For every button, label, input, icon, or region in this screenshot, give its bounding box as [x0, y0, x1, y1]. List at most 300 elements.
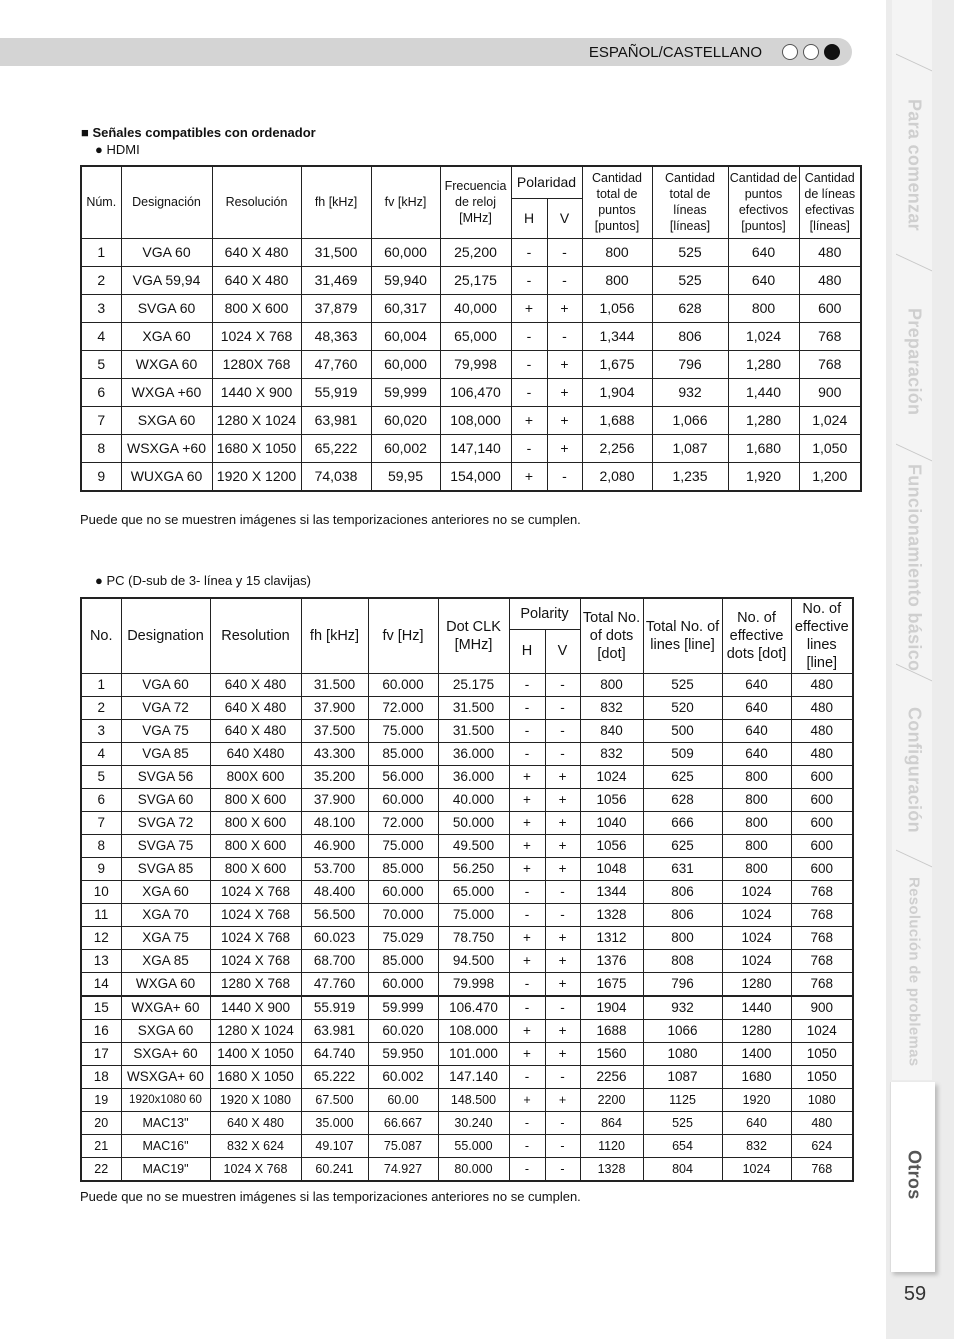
table-cell: - — [545, 1157, 580, 1181]
circle-empty-icon — [803, 44, 819, 60]
table-cell: 1 — [81, 238, 121, 266]
table-cell: 800 X 600 — [210, 811, 301, 834]
table-cell: 67.500 — [301, 1088, 368, 1111]
table-cell: 600 — [791, 834, 853, 857]
col-header-polarity: Polaridad — [511, 166, 582, 198]
table-cell: 1280 — [722, 972, 791, 996]
table-cell: 768 — [799, 350, 861, 378]
table-cell: 17 — [81, 1042, 121, 1065]
table-cell: 1040 — [580, 811, 643, 834]
table-cell: 79.998 — [438, 972, 509, 996]
table-cell: SVGA 56 — [121, 765, 210, 788]
table-cell: 800 — [722, 788, 791, 811]
table-cell: 625 — [643, 834, 722, 857]
table-cell: 768 — [791, 903, 853, 926]
sidebar-tab-funcionamiento-basico[interactable]: Funcionamiento básico — [904, 463, 925, 672]
table-cell: 49.107 — [301, 1134, 368, 1157]
table-cell: - — [509, 1157, 545, 1181]
table-row — [81, 696, 853, 719]
table-cell: 1688 — [580, 1019, 643, 1042]
table-cell: 1440 — [722, 996, 791, 1020]
table-cell: 1,024 — [728, 322, 799, 350]
table-row — [81, 1111, 853, 1134]
table-cell: 932 — [643, 996, 722, 1020]
table-cell: SXGA 60 — [121, 1019, 210, 1042]
table-cell: 65.222 — [301, 1065, 368, 1088]
table-cell: 800 — [580, 673, 643, 696]
table-cell: 624 — [791, 1134, 853, 1157]
table-cell: 5 — [81, 765, 121, 788]
table-cell: 1400 X 1050 — [210, 1042, 301, 1065]
circle-empty-icon — [782, 44, 798, 60]
table-cell: - — [545, 1065, 580, 1088]
table-cell: + — [547, 350, 582, 378]
table-cell: - — [545, 1111, 580, 1134]
table-cell: + — [545, 949, 580, 972]
table-cell: 66.667 — [368, 1111, 438, 1134]
table-cell: 65.000 — [438, 880, 509, 903]
table-cell: - — [545, 673, 580, 696]
language-label: ESPAÑOL/CASTELLANO — [588, 44, 762, 61]
table-cell: 47,760 — [301, 350, 371, 378]
table-cell: 1080 — [791, 1088, 853, 1111]
table-cell: 1,235 — [652, 462, 728, 491]
table-cell: + — [511, 406, 547, 434]
table-cell: 85.000 — [368, 949, 438, 972]
table-cell: 8 — [81, 834, 121, 857]
table-cell: 1,066 — [652, 406, 728, 434]
table-cell: 2,256 — [582, 434, 652, 462]
table-cell: 74,038 — [301, 462, 371, 491]
table-cell: 35.200 — [301, 765, 368, 788]
table-cell: WXGA 60 — [121, 972, 210, 996]
table-cell: 49.500 — [438, 834, 509, 857]
table-cell: 800 X 600 — [210, 857, 301, 880]
table-cell: 1024 X 768 — [212, 322, 301, 350]
table-cell: 1440 X 900 — [210, 996, 301, 1020]
table-cell: 666 — [643, 811, 722, 834]
table-cell: 12 — [81, 926, 121, 949]
table-cell: 8 — [81, 434, 121, 462]
table-cell: 509 — [643, 742, 722, 765]
table-cell: 147.140 — [438, 1065, 509, 1088]
table-cell: 37,879 — [301, 294, 371, 322]
table-cell: 65,222 — [301, 434, 371, 462]
table-cell: 10 — [81, 880, 121, 903]
table-cell: 75.000 — [368, 719, 438, 742]
table-cell: + — [547, 378, 582, 406]
table-cell: 800 — [722, 857, 791, 880]
table-cell: 640 X 480 — [210, 1111, 301, 1134]
table-cell: 53.700 — [301, 857, 368, 880]
table-cell: 4 — [81, 322, 121, 350]
table-cell: 70.000 — [368, 903, 438, 926]
table-row — [81, 322, 861, 350]
table-cell: VGA 59,94 — [121, 266, 212, 294]
table-row — [81, 266, 861, 294]
table-cell: + — [509, 1088, 545, 1111]
table-cell: 60.000 — [368, 788, 438, 811]
table-row — [81, 238, 861, 266]
table-cell: 30.240 — [438, 1111, 509, 1134]
table-cell: 600 — [791, 765, 853, 788]
table-cell: SXGA+ 60 — [121, 1042, 210, 1065]
table-cell: - — [547, 238, 582, 266]
table-cell: 628 — [652, 294, 728, 322]
table-cell: 1024 — [722, 1157, 791, 1181]
table-cell: 106.470 — [438, 996, 509, 1020]
table-cell: 1,087 — [652, 434, 728, 462]
table-cell: 480 — [791, 742, 853, 765]
table-row — [81, 406, 861, 434]
table-cell: 40.000 — [438, 788, 509, 811]
table-cell: 480 — [791, 696, 853, 719]
table-cell: 78.750 — [438, 926, 509, 949]
section-title: ■ Señales compatibles con ordenador — [81, 125, 316, 140]
table-cell: 147,140 — [440, 434, 511, 462]
table-cell: 60,317 — [371, 294, 440, 322]
table-cell: 1,680 — [728, 434, 799, 462]
table-cell: 154,000 — [440, 462, 511, 491]
table-cell: - — [547, 322, 582, 350]
table-cell: 1,920 — [728, 462, 799, 491]
table-cell: 55.000 — [438, 1134, 509, 1157]
table-cell: 37.500 — [301, 719, 368, 742]
table-cell: 21 — [81, 1134, 121, 1157]
table-cell: 832 X 624 — [210, 1134, 301, 1157]
table-cell: 1440 X 900 — [212, 378, 301, 406]
table-cell: SXGA 60 — [121, 406, 212, 434]
table-cell: 1024 X 768 — [210, 926, 301, 949]
table-cell: WSXGA +60 — [121, 434, 212, 462]
table-cell: 1328 — [580, 903, 643, 926]
table-row — [81, 880, 853, 903]
table-cell: 60.000 — [368, 673, 438, 696]
table-cell: 59,999 — [371, 378, 440, 406]
table-cell: + — [545, 1088, 580, 1111]
table-cell: 1087 — [643, 1065, 722, 1088]
table-cell: 65,000 — [440, 322, 511, 350]
table-cell: 1675 — [580, 972, 643, 996]
table-cell: 2 — [81, 696, 121, 719]
table-cell: 800 X 600 — [212, 294, 301, 322]
table-cell: 25,200 — [440, 238, 511, 266]
table-cell: 60.002 — [368, 1065, 438, 1088]
table-cell: SVGA 75 — [121, 834, 210, 857]
table-cell: 1024 X 768 — [210, 949, 301, 972]
table-cell: - — [547, 462, 582, 491]
table-cell: 40,000 — [440, 294, 511, 322]
table-cell: 1050 — [791, 1042, 853, 1065]
table-cell: - — [509, 1065, 545, 1088]
table-cell: VGA 60 — [121, 673, 210, 696]
table-cell: 1560 — [580, 1042, 643, 1065]
table-cell: 804 — [643, 1157, 722, 1181]
table-cell: 48.400 — [301, 880, 368, 903]
table-cell: 11 — [81, 903, 121, 926]
table-cell: 806 — [643, 903, 722, 926]
table-cell: + — [509, 811, 545, 834]
col-header-polarity: Polarity — [509, 598, 580, 629]
table-cell: 31.500 — [438, 719, 509, 742]
table-cell: + — [545, 1042, 580, 1065]
table-cell: 480 — [791, 673, 853, 696]
table-cell: 1680 X 1050 — [212, 434, 301, 462]
table-cell: 20 — [81, 1111, 121, 1134]
sidebar-tab-resolucion-de-problemas[interactable]: Resolución de problemas — [905, 877, 923, 1067]
table-cell: 9 — [81, 857, 121, 880]
col-header-total-dots: Cantidad total de puntos [puntos] — [582, 166, 652, 238]
table-cell: 7 — [81, 811, 121, 834]
table-cell: 18 — [81, 1065, 121, 1088]
table-cell: - — [509, 719, 545, 742]
table-cell: 480 — [791, 1111, 853, 1134]
table-cell: 2 — [81, 266, 121, 294]
table-cell: 768 — [791, 926, 853, 949]
table-cell: 1125 — [643, 1088, 722, 1111]
table-cell: 800 — [582, 238, 652, 266]
table-cell: MAC16" — [121, 1134, 210, 1157]
table-cell: 36.000 — [438, 765, 509, 788]
table-cell: 808 — [643, 949, 722, 972]
table-cell: - — [509, 1111, 545, 1134]
col-header-h: H — [509, 629, 545, 673]
table-cell: - — [509, 972, 545, 996]
note-pc: Puede que no se muestren imágenes si las temporizaciones anteriores no se cumplen. — [80, 1189, 581, 1204]
table-cell: - — [545, 696, 580, 719]
table-cell: - — [509, 880, 545, 903]
table-cell: + — [547, 434, 582, 462]
table-cell: 56.250 — [438, 857, 509, 880]
table-cell: 1280 — [722, 1019, 791, 1042]
table-cell: 56.500 — [301, 903, 368, 926]
col-header-fh: fh [kHz] — [301, 598, 368, 673]
sidebar-tab-para-comenzar[interactable]: Para comenzar — [904, 99, 925, 231]
table-cell: 628 — [643, 788, 722, 811]
table-cell: WXGA 60 — [121, 350, 212, 378]
table-cell: 68.700 — [301, 949, 368, 972]
table-cell: 1056 — [580, 834, 643, 857]
table-cell: 1920x1080 60 — [121, 1088, 210, 1111]
table-cell: 768 — [791, 1157, 853, 1181]
table-cell: 31.500 — [438, 696, 509, 719]
table-cell: 60,004 — [371, 322, 440, 350]
table-cell: 48,363 — [301, 322, 371, 350]
table-row — [81, 742, 853, 765]
table-cell: 1328 — [580, 1157, 643, 1181]
table-cell: 25.175 — [438, 673, 509, 696]
table-cell: 1312 — [580, 926, 643, 949]
table-cell: 31,500 — [301, 238, 371, 266]
table-cell: 106,470 — [440, 378, 511, 406]
col-header-designation: Designation — [121, 598, 210, 673]
note-hdmi: Puede que no se muestren imágenes si las temporizaciones anteriores no se cumplen. — [80, 512, 581, 527]
table-cell: VGA 72 — [121, 696, 210, 719]
table-cell: 480 — [791, 719, 853, 742]
table-cell: 768 — [791, 972, 853, 996]
table-cell: - — [509, 903, 545, 926]
col-header-total-lines: Total No. of lines [line] — [643, 598, 722, 673]
sidebar-tab-configuracion[interactable]: Configuración — [904, 707, 925, 833]
table-cell: 600 — [791, 857, 853, 880]
col-header-total-lines: Cantidad total de líneas [líneas] — [652, 166, 728, 238]
table-cell: - — [545, 742, 580, 765]
table-cell: 640 — [722, 1111, 791, 1134]
table-cell: 640 — [728, 238, 799, 266]
table-cell: 800 X 600 — [210, 834, 301, 857]
table-cell: 806 — [643, 880, 722, 903]
table-cell: 1,200 — [799, 462, 861, 491]
table-cell: + — [509, 949, 545, 972]
table-cell: 2256 — [580, 1065, 643, 1088]
table-cell: 1,688 — [582, 406, 652, 434]
table-cell: 800 — [643, 926, 722, 949]
table-cell: 14 — [81, 972, 121, 996]
table-cell: 60.000 — [368, 880, 438, 903]
table-cell: 1024 — [722, 926, 791, 949]
table-cell: 640 X 480 — [210, 719, 301, 742]
table-cell: 832 — [580, 696, 643, 719]
table-cell: 59,95 — [371, 462, 440, 491]
table-cell: 94.500 — [438, 949, 509, 972]
table-cell: + — [511, 294, 547, 322]
table-cell: 1680 X 1050 — [210, 1065, 301, 1088]
table-cell: 800 — [722, 765, 791, 788]
table-cell: + — [511, 462, 547, 491]
table-cell: 56.000 — [368, 765, 438, 788]
pc-label: ● PC (D-sub de 3- línea y 15 clavijas) — [95, 573, 311, 588]
table-row — [81, 378, 861, 406]
col-header-resolution: Resolution — [210, 598, 301, 673]
table-cell: 1050 — [791, 1065, 853, 1088]
table-cell: 48.100 — [301, 811, 368, 834]
table-cell: 800 X 600 — [210, 788, 301, 811]
table-row — [81, 788, 853, 811]
page-number: 59 — [903, 1283, 927, 1305]
table-cell: 60.020 — [368, 1019, 438, 1042]
table-cell: 1,280 — [728, 350, 799, 378]
table-cell: + — [509, 765, 545, 788]
table-cell: 1,280 — [728, 406, 799, 434]
table-cell: SVGA 72 — [121, 811, 210, 834]
table-cell: 108.000 — [438, 1019, 509, 1042]
table-cell: 43.300 — [301, 742, 368, 765]
table-cell: 85.000 — [368, 857, 438, 880]
table-row — [81, 1019, 853, 1042]
table-cell: 1 — [81, 673, 121, 696]
table-cell: 520 — [643, 696, 722, 719]
table-row — [81, 857, 853, 880]
table-cell: 525 — [652, 266, 728, 294]
table-cell: 640 X 480 — [212, 238, 301, 266]
table-cell: + — [545, 811, 580, 834]
table-cell: 37.900 — [301, 788, 368, 811]
language-indicator — [782, 44, 840, 60]
col-header-designation: Designación — [121, 166, 212, 238]
sidebar-tab-otros[interactable]: Otros — [904, 1150, 925, 1200]
table-cell: 1280 X 768 — [210, 972, 301, 996]
table-cell: 525 — [652, 238, 728, 266]
table-cell: 1080 — [643, 1042, 722, 1065]
table-cell: + — [509, 788, 545, 811]
table-cell: 1056 — [580, 788, 643, 811]
table-cell: 7 — [81, 406, 121, 434]
table-cell: 800 — [728, 294, 799, 322]
table-cell: 600 — [791, 811, 853, 834]
table-cell: 640 X 480 — [212, 266, 301, 294]
table-cell: 800 — [722, 834, 791, 857]
table-cell: 1024 — [722, 903, 791, 926]
table-cell: 5 — [81, 350, 121, 378]
table-cell: 75.000 — [438, 903, 509, 926]
table-cell: 525 — [643, 1111, 722, 1134]
table-cell: 72.000 — [368, 811, 438, 834]
table-cell: 9 — [81, 462, 121, 491]
table-cell: - — [511, 434, 547, 462]
table-cell: 640 X 480 — [210, 673, 301, 696]
table-cell: 640 — [722, 673, 791, 696]
table-cell: 1,050 — [799, 434, 861, 462]
table-cell: + — [509, 1019, 545, 1042]
col-header-num: Núm. — [81, 166, 121, 238]
table-cell: 800X 600 — [210, 765, 301, 788]
table-cell: 63.981 — [301, 1019, 368, 1042]
table-cell: 4 — [81, 742, 121, 765]
table-row — [81, 1065, 853, 1088]
table-cell: 2200 — [580, 1088, 643, 1111]
table-cell: 60.000 — [368, 972, 438, 996]
table-cell: 1024 X 768 — [210, 903, 301, 926]
table-cell: 1,904 — [582, 378, 652, 406]
table-cell: - — [509, 1134, 545, 1157]
table-cell: 625 — [643, 765, 722, 788]
table-cell: 631 — [643, 857, 722, 880]
table-cell: WXGA +60 — [121, 378, 212, 406]
table-cell: 13 — [81, 949, 121, 972]
table-row — [81, 811, 853, 834]
table-cell: 1280 X 1024 — [210, 1019, 301, 1042]
col-header-fv: fv [Hz] — [368, 598, 438, 673]
table-cell: - — [511, 378, 547, 406]
table-cell: 85.000 — [368, 742, 438, 765]
table-cell: 900 — [791, 996, 853, 1020]
table-cell: 74.927 — [368, 1157, 438, 1181]
table-cell: VGA 85 — [121, 742, 210, 765]
table-cell: + — [545, 834, 580, 857]
table-cell: - — [545, 996, 580, 1020]
col-header-eff-lines: Cantidad de líneas efectivas [líneas] — [799, 166, 861, 238]
col-header-fh: fh [kHz] — [301, 166, 371, 238]
table-cell: 840 — [580, 719, 643, 742]
table-cell: 2,080 — [582, 462, 652, 491]
sidebar-tab-preparacion[interactable]: Preparación — [904, 308, 925, 416]
table-cell: + — [545, 857, 580, 880]
table-row — [81, 926, 853, 949]
table-cell: 108,000 — [440, 406, 511, 434]
hdmi-signal-table — [80, 165, 862, 492]
table-cell: - — [509, 696, 545, 719]
table-cell: 31.500 — [301, 673, 368, 696]
table-cell: 59,940 — [371, 266, 440, 294]
table-cell: 640 — [722, 742, 791, 765]
table-cell: 600 — [799, 294, 861, 322]
table-cell: 640 X 480 — [210, 696, 301, 719]
table-row — [81, 1088, 853, 1111]
table-row — [81, 903, 853, 926]
col-header-v: V — [545, 629, 580, 673]
table-cell: SVGA 60 — [121, 788, 210, 811]
table-cell: 1,056 — [582, 294, 652, 322]
